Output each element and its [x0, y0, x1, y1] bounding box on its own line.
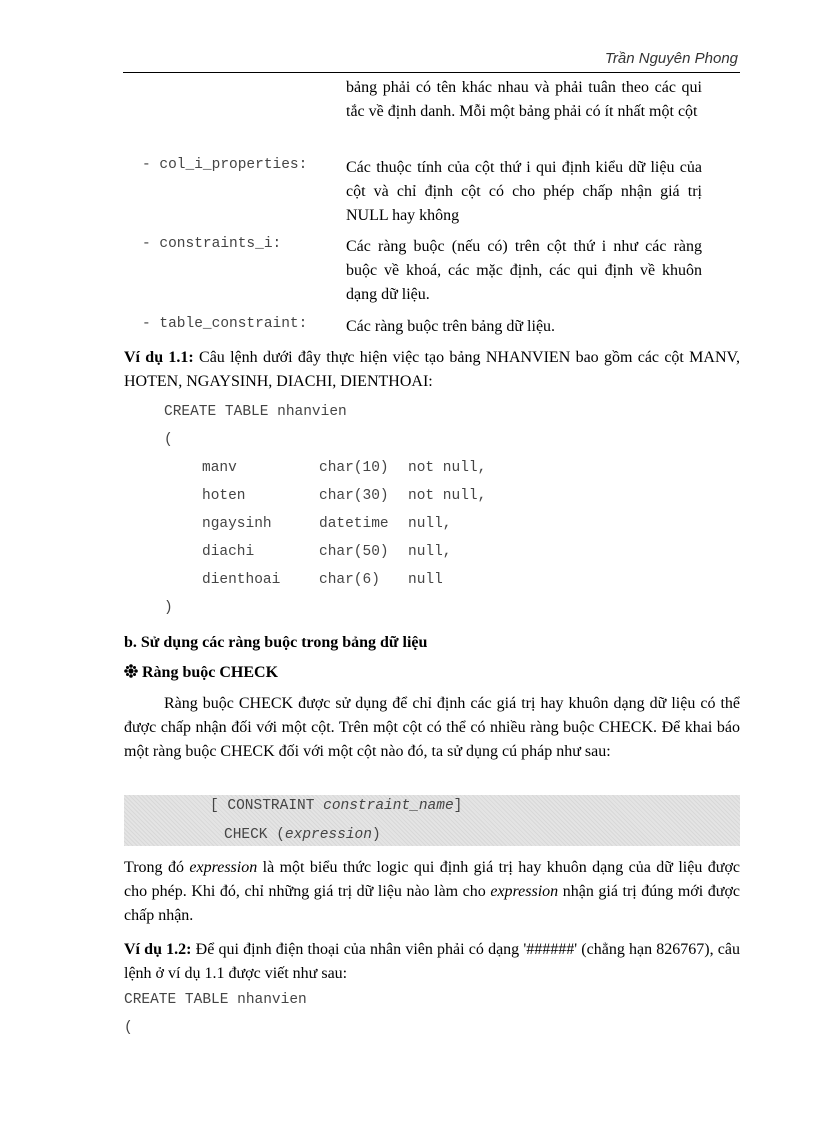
code-col-opt: not null,: [408, 460, 487, 476]
code-col-opt: not null,: [408, 488, 487, 504]
check-explanation: Trong đó expression là một biểu thức logic qui định giá trị hay khuôn dạng của dữ liệu được cho phép. Khi đó, chỉ những giá trị dữ liệu nào làm cho expression nhận giá trị đúng mới được chấp nhận.: [124, 859, 741, 924]
param-name-constraints: - constraints_i:: [142, 236, 282, 252]
code-col-name: hoten: [202, 488, 246, 504]
code-col-type: char(6): [319, 572, 380, 588]
example-2-text: Để qui định điện thoại của nhân viên phải có dạng '######' (chẳng hạn 826767), câu lệnh ở ví dụ 1.1 được viết như sau:: [124, 941, 741, 982]
param-name-col-props: - col_i_properties:: [142, 157, 308, 173]
flower-bullet-icon: [124, 664, 138, 678]
code-col-name: manv: [202, 460, 237, 476]
code-col-type: char(50): [319, 544, 389, 560]
param-desc-table-constraint: Các ràng buộc trên bảng dữ liệu.: [346, 318, 556, 335]
code-open-paren: (: [164, 432, 173, 448]
check-intro: Ràng buộc CHECK được sử dụng để chỉ định các giá trị hay khuôn dạng dữ liệu có thể được chấp nhận đối với một cột. Trên một cột có thể có nhiều ràng buộc CHECK. Để khai báo một ràng buộc CHECK đối với một cột nào đó, ta sử dụng cú pháp như sau:: [124, 695, 740, 760]
example-1-paragraph: [124, 346, 740, 394]
example-2-open-paren: (: [124, 1020, 133, 1036]
example-1-label: Ví dụ 1.1:: [124, 349, 194, 366]
page-header: [123, 44, 740, 73]
header-author: Trần Nguyên Phong: [604, 50, 738, 67]
example-2-paragraph: [124, 938, 740, 986]
code-col-name: diachi: [202, 544, 255, 560]
code-col-type: char(10): [319, 460, 389, 476]
check-heading-row: [124, 661, 740, 685]
code-col-name: dienthoai: [202, 572, 281, 588]
code-col-opt: null,: [408, 516, 452, 532]
code-close-paren: ): [164, 600, 173, 616]
param-desc-continuation: bảng phải có tên khác nhau và phải tuân theo các qui tắc về định danh. Mỗi một bảng phải có ít nhất một cột: [346, 79, 702, 120]
code-col-type: char(30): [319, 488, 389, 504]
example-2-label: Ví dụ 1.2:: [124, 941, 192, 958]
syntax-line-2: CHECK (expression): [224, 827, 381, 843]
code-col-opt: null,: [408, 544, 452, 560]
code-col-type: datetime: [319, 516, 389, 532]
syntax-line-1: [ CONSTRAINT constraint_name]: [210, 798, 463, 814]
code-col-opt: null: [408, 572, 443, 588]
param-desc-col-props: Các thuộc tính của cột thứ i qui định kiểu dữ liệu của cột và chỉ định cột có cho phép chấp nhận giá trị NULL hay không: [346, 159, 702, 224]
param-desc-constraints: Các ràng buộc (nếu có) trên cột thứ i như các ràng buộc về khoá, các mặc định, các qui định về khuôn dạng dữ liệu.: [346, 238, 702, 303]
code-create-line: CREATE TABLE nhanvien: [164, 404, 347, 420]
code-col-name: ngaysinh: [202, 516, 272, 532]
param-name-table-constraint: - table_constraint:: [142, 316, 308, 332]
check-heading: Ràng buộc CHECK: [142, 664, 279, 681]
example-2-create-line: CREATE TABLE nhanvien: [124, 992, 307, 1008]
section-b-title: b. Sử dụng các ràng buộc trong bảng dữ liệu: [124, 634, 428, 651]
example-1-text: Câu lệnh dưới đây thực hiện việc tạo bảng NHANVIEN bao gồm các cột MANV, HOTEN, NGAYSINH, DIACHI, DIENTHOAI:: [124, 349, 741, 390]
